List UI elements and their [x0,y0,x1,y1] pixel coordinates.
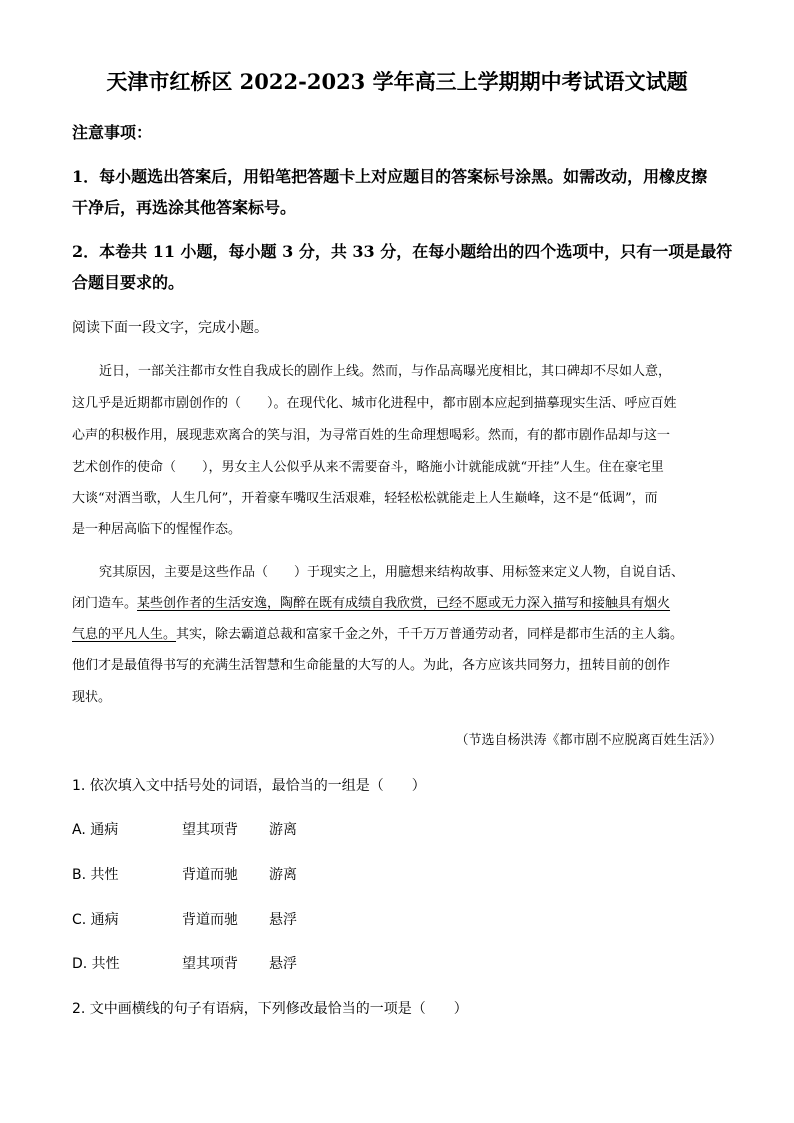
passage-p1-line: 大谈“对酒当歌，人生几何”，开着豪车嘴叹生活艰难，轻轻松松就能走上人生巅峰，这不是“低调”，而 [72,491,658,506]
notice-item-1-line-1: 1．每小题选出答案后，用铅笔把答题卡上对应题目的答案标号涂黑。如需改动，用橡皮擦 [72,167,708,186]
option-label: C. 通病 [72,912,119,928]
option-word: 望其项背 [182,956,238,972]
passage-p2-line: 究其原因，主要是这些作品（ ）于现实之上，用臆想来结构故事、用标签来定义人物，自说自话、 [99,565,685,580]
passage-p2-line: 他们才是最值得书写的充满生活智慧和生命能量的大写的人。为此，各方应该共同努力，扭转目前的创作 [72,658,671,673]
option-word: 游离 [269,822,297,838]
question-1-option-d [72,954,297,974]
underlined-sentence: 某些创作者的生活安逸，陶醉在既有成绩自我欣赏，已经不愿或无力深入描写和接触具有烟火 [137,596,671,611]
option-word: 游离 [269,867,297,883]
option-label: D. 共性 [72,956,120,972]
question-2-stem: 2. 文中画横线的句子有语病，下列修改最恰当的一项是（ ） [72,1001,468,1017]
passage-plain-text: 闭门造车。 [72,596,138,611]
passage-p2-line [72,625,683,645]
notice-item-2-line-1: 2．本卷共 11 小题，每小题 3 分，共 33 分，在每小题给出的四个选项中，只有一项是最符 [72,242,733,261]
option-word: 悬浮 [269,912,297,928]
passage-plain-text: 其实，除去霸道总裁和富家千金之外，千千万万普通劳动者，同样是都市生活的主人翁。 [176,627,684,642]
underlined-sentence: 气息的平凡人生。 [72,627,177,642]
notice-heading: 注意事项： [72,123,153,142]
passage-p1-line: 近日，一部关注都市女性自我成长的剧作上线。然而，与作品高曝光度相比，其口碑却不尽如人意， [99,364,672,379]
question-1-option-b [72,865,297,885]
notice-item-2-line-2: 合题目要求的。 [72,273,185,292]
option-word: 望其项背 [182,822,238,838]
reading-instruction: 阅读下面一段文字，完成小题。 [72,320,268,336]
passage-p1-line: 是一种居高临下的惺惺作态。 [72,522,242,537]
passage-p2-line: 现状。 [72,690,112,705]
page-title: 天津市红桥区 2022-2023 学年高三上学期期中考试语文试题 [106,69,688,94]
option-word: 悬浮 [269,956,297,972]
passage-p1-line: 这几乎是近期都市剧创作的（ ）。在现代化、城市化进程中，都市剧本应起到描摹现实生活、呼应百姓 [72,396,677,411]
question-1-option-c [72,910,297,930]
passage-p2-line [72,594,670,614]
notice-item-1-line-2: 干净后，再选涂其他答案标号。 [72,198,297,217]
question-1-stem: 1. 依次填入文中括号处的词语，最恰当的一组是（ ） [72,778,426,794]
passage-p1-line: 心声的积极作用，展现悲欢离合的笑与泪，为寻常百姓的生命理想喝彩。然而，有的都市剧作品却与这一 [72,428,671,443]
passage-source: （节选自杨洪涛《都市剧不应脱离百姓生活》） [455,733,722,748]
option-label: B. 共性 [72,867,119,883]
question-1-option-a [72,820,297,840]
passage-p1-line: 艺术创作的使命（ ），男女主人公似乎从来不需要奋斗，略施小计就能成就“开挂”人生。住在豪宅里 [72,460,664,475]
option-word: 背道而驰 [182,912,238,928]
option-word: 背道而驰 [182,867,238,883]
option-label: A. 通病 [72,822,119,838]
